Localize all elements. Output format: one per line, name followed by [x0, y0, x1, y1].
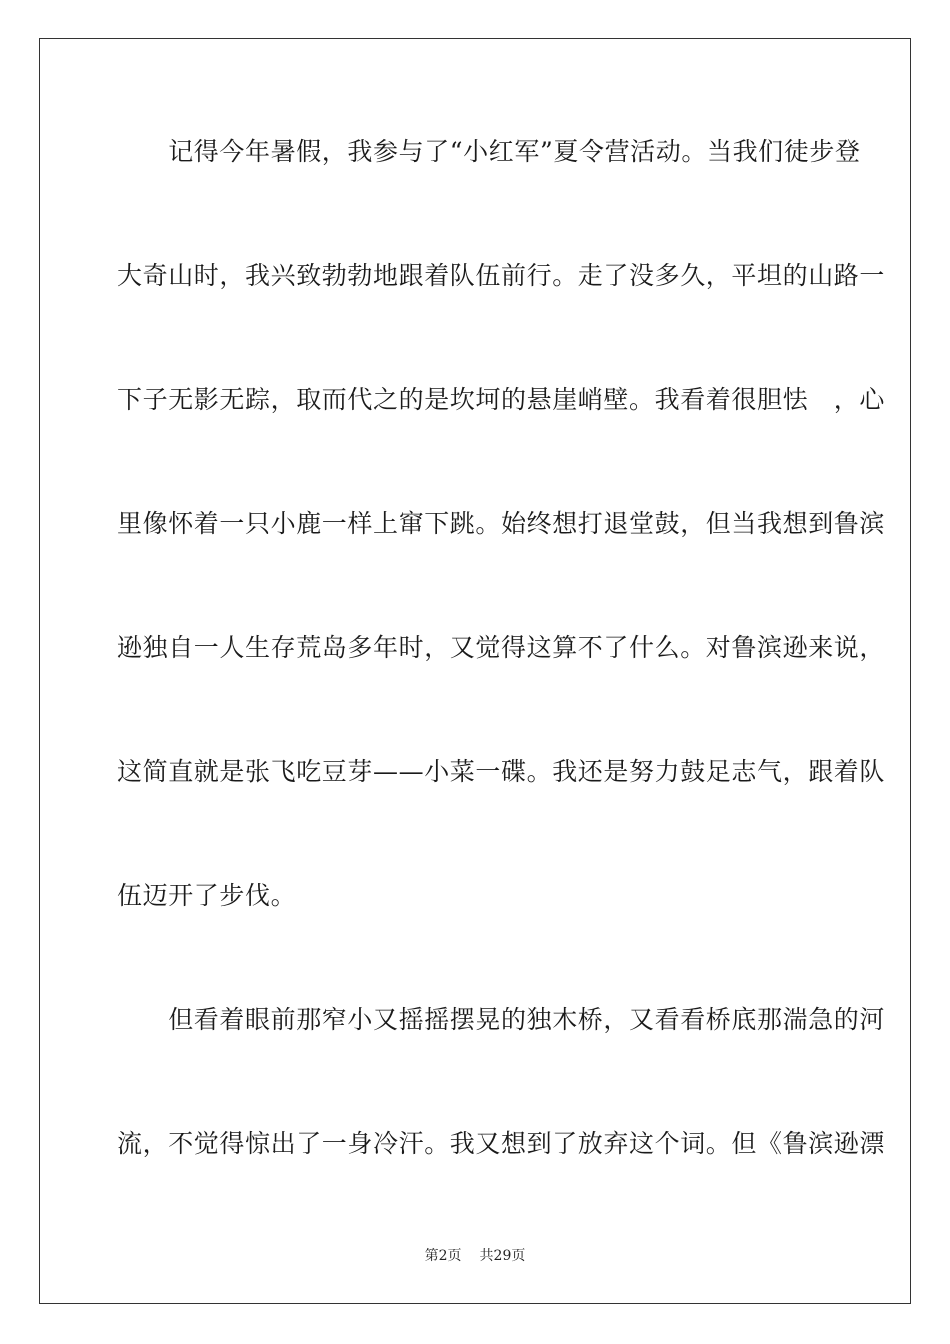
paragraph-2-line-1: 但看着眼前那窄小又摇摇摆晃的独木桥，又看看桥底那湍急的河 — [117, 1005, 886, 1034]
paragraph-2-line-2: 流，不觉得惊出了一身冷汗。我又想到了放弃这个词。但《鲁滨逊漂 — [117, 1129, 886, 1158]
page-number: 第2页 — [424, 1248, 462, 1264]
paragraph-1-line-5: 逊独自一人生存荒岛多年时，又觉得这算不了什么。对鲁滨逊来说， — [117, 633, 886, 662]
paragraph-1-line-3: 下子无影无踪，取而代之的是坎坷的悬崖峭壁。我看着很胆怯 ，心 — [117, 385, 886, 414]
page-footer — [0, 1247, 950, 1265]
paragraph-1-line-2: 大奇山时，我兴致勃勃地跟着队伍前行。走了没多久，平坦的山路一 — [117, 261, 886, 290]
paragraph-1-line-4: 里像怀着一只小鹿一样上窜下跳。始终想打退堂鼓，但当我想到鲁滨 — [117, 509, 886, 538]
paragraph-1-line-1: 记得今年暑假，我参与了“小红军”夏令营活动。当我们徒步登 — [117, 137, 861, 166]
paragraph-1-line-6: 这简直就是张飞吃豆芽——小菜一碟。我还是努力鼓足志气，跟着队 — [117, 757, 886, 786]
page-border — [39, 38, 911, 1304]
paragraph-1-line-7: 伍迈开了步伐。 — [117, 881, 297, 910]
total-pages: 共29页 — [479, 1248, 526, 1264]
